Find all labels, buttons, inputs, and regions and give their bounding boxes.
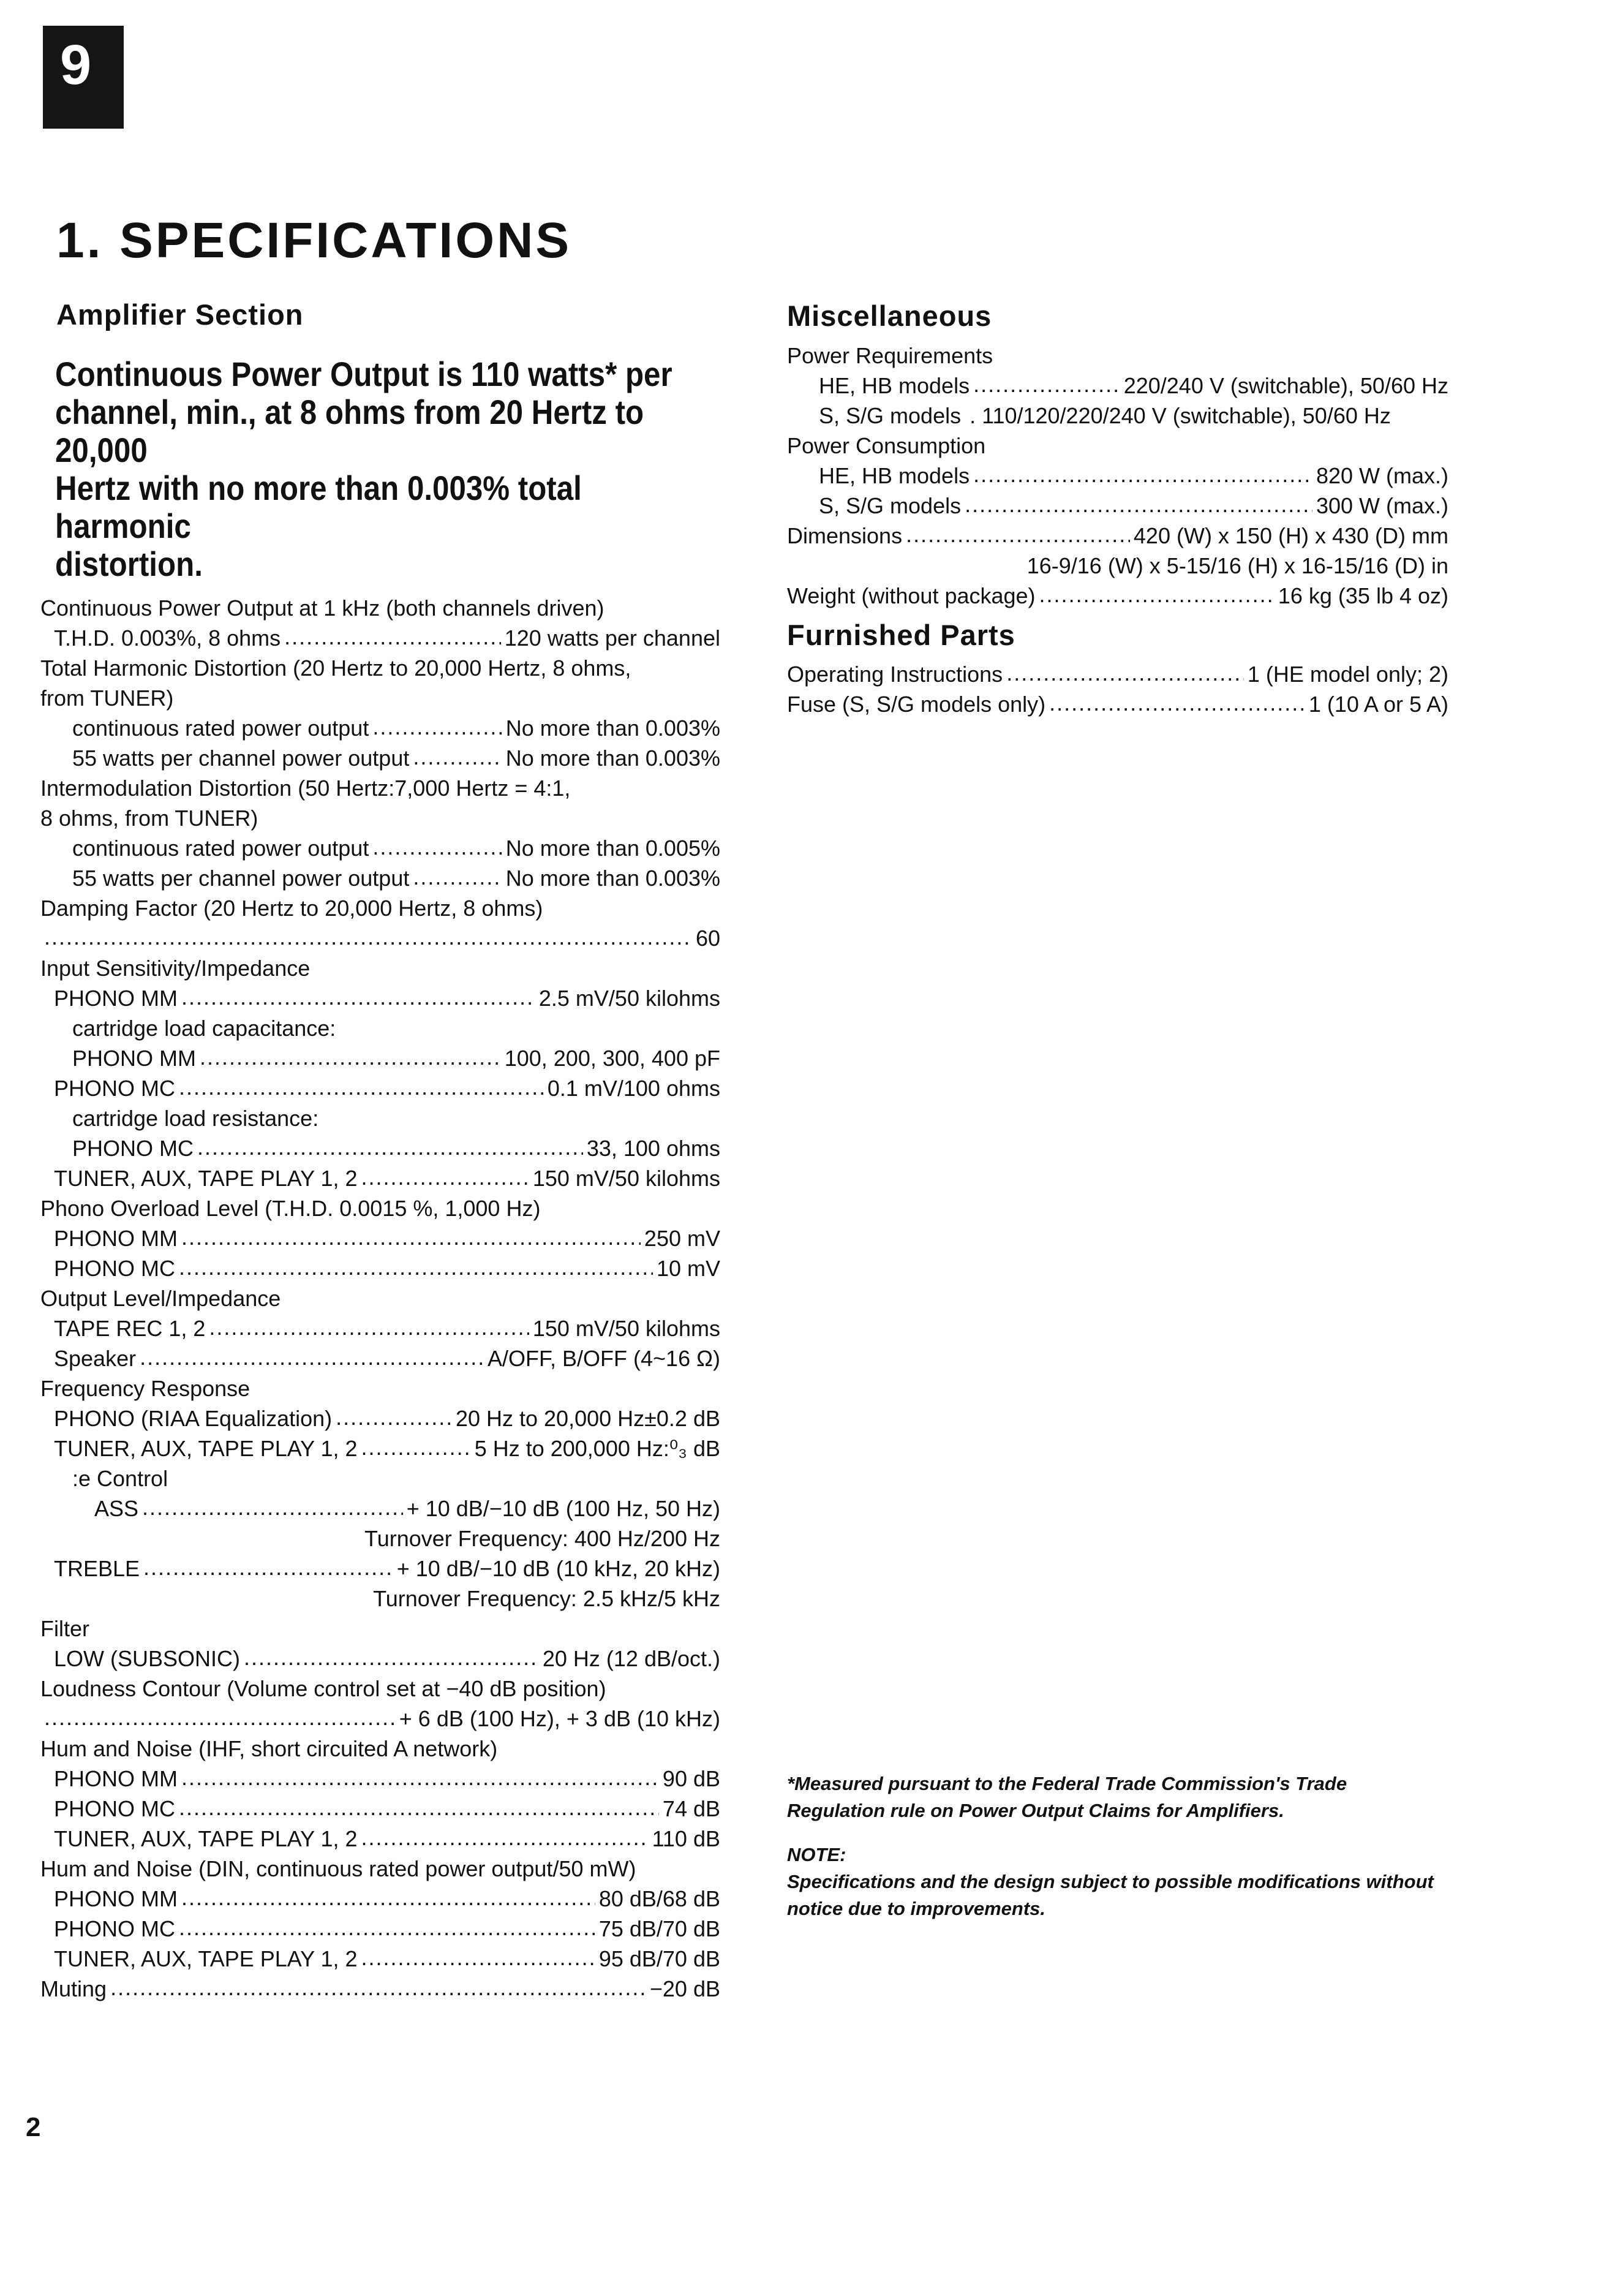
spec-label: TUNER, AUX, TAPE PLAY 1, 2	[54, 1435, 358, 1461]
spec-label: PHONO MC	[54, 1796, 175, 1821]
spec-row	[40, 1043, 720, 1073]
spec-label: TREBLE	[54, 1555, 140, 1581]
spec-heading: Hum and Noise (DIN, continuous rated power output/50 mW)	[40, 1856, 636, 1881]
headline-line: Continuous Power Output is 110 watts* per	[55, 354, 672, 393]
spec-label: T.H.D. 0.003%, 8 ohms	[54, 625, 281, 651]
leader-dots	[143, 1552, 393, 1582]
leader-dots	[179, 1913, 595, 1943]
spec-value: No more than 0.003%	[505, 865, 720, 891]
spec-label: PHONO MM	[54, 1225, 178, 1251]
spec-label: PHONO MM	[54, 985, 178, 1011]
spec-value: 150 mV/50 kilohms	[532, 1165, 720, 1191]
spec-row	[40, 1704, 720, 1734]
leader-dots	[140, 1342, 484, 1372]
spec-label: Weight (without package)	[787, 583, 1036, 608]
leader-dots	[413, 742, 502, 772]
spec-value: . 110/120/220/240 V (switchable), 50/60 Hz	[970, 402, 1391, 428]
spec-value: 75 dB/70 dB	[598, 1916, 720, 1941]
miscellaneous-section	[787, 300, 1448, 719]
leader-dots	[244, 1642, 539, 1672]
spec-heading: Continuous Power Output at 1 kHz (both channels driven)	[40, 595, 604, 621]
leader-dots	[1006, 658, 1244, 688]
leader-dots	[361, 1943, 595, 1973]
spec-label: S, S/G models	[819, 402, 962, 428]
spec-row	[787, 659, 1448, 689]
miscellaneous-heading: Miscellaneous	[787, 300, 992, 332]
asterisk-footnote: *Measured pursuant to the Federal Trade Commission's Trade Regulation rule on Power Output Claims for Amplifiers.	[787, 1773, 1347, 1821]
spec-label: PHONO MC	[72, 1135, 194, 1161]
spec-row	[40, 1764, 720, 1794]
page-number: 2	[26, 2112, 41, 2142]
spec-value: A/OFF, B/OFF (4~16 Ω)	[488, 1345, 720, 1371]
spec-label: HE, HB models	[819, 372, 970, 398]
leader-dots	[142, 1492, 403, 1522]
leader-dots	[200, 1042, 501, 1072]
spec-row	[40, 1133, 720, 1163]
leader-dots	[44, 922, 692, 952]
leader-dots	[1039, 580, 1275, 610]
spec-subheading: cartridge load resistance:	[72, 1105, 319, 1131]
spec-value: 1 (HE model only; 2)	[1247, 662, 1448, 687]
leader-dots	[372, 832, 502, 862]
spec-value: 220/240 V (switchable), 50/60 Hz	[1123, 372, 1448, 398]
spec-value: 100, 200, 300, 400 pF	[504, 1045, 720, 1071]
leader-dots	[973, 369, 1120, 399]
spec-row	[40, 863, 720, 893]
spec-row	[40, 983, 720, 1013]
spec-note: 16-9/16 (W) x 5-15/16 (H) x 16-15/16 (D) in	[1026, 553, 1448, 578]
spec-heading: Intermodulation Distortion (50 Hertz:7,000 Hertz = 4:1,	[40, 775, 571, 801]
amplifier-section	[40, 299, 720, 2004]
leader-dots	[372, 712, 502, 742]
spec-row	[40, 923, 720, 953]
spec-heading: Power Consumption	[787, 432, 986, 458]
headline-line: distortion.	[55, 544, 203, 583]
spec-value: 0.1 mV/100 ohms	[547, 1075, 720, 1101]
spec-label: TAPE REC 1, 2	[54, 1315, 206, 1341]
spec-row	[40, 1163, 720, 1193]
spec-heading: from TUNER)	[40, 685, 174, 711]
spec-value: + 6 dB (100 Hz), + 3 dB (10 kHz)	[399, 1705, 720, 1731]
spec-value: 20 Hz (12 dB/oct.)	[542, 1645, 720, 1671]
leader-dots	[1049, 688, 1305, 718]
spec-subheading: cartridge load capacitance:	[72, 1015, 336, 1041]
spec-heading: :e Control	[72, 1465, 168, 1491]
spec-row	[40, 1884, 720, 1914]
spec-value: 2.5 mV/50 kilohms	[538, 985, 720, 1011]
spec-row	[40, 1554, 720, 1584]
spec-value: 33, 100 ohms	[586, 1135, 720, 1161]
headline-line: channel, min., at 8 ohms from 20 Hertz to 20,000	[55, 392, 644, 469]
spec-label: PHONO MM	[72, 1045, 196, 1071]
spec-label: ASS	[94, 1495, 139, 1521]
furnished-parts-heading: Furnished Parts	[787, 618, 1015, 651]
spec-value: 120 watts per channel	[504, 625, 720, 651]
spec-row	[787, 521, 1448, 551]
spec-label: S, S/G models	[819, 493, 962, 518]
power-output-headline	[55, 355, 707, 583]
leader-dots	[209, 1312, 529, 1342]
spec-note: Turnover Frequency: 400 Hz/200 Hz	[364, 1525, 720, 1551]
spec-value: 110 dB	[652, 1826, 720, 1851]
spec-value: 150 mV/50 kilohms	[532, 1315, 720, 1341]
spec-heading: Output Level/Impedance	[40, 1285, 281, 1311]
spec-row	[40, 713, 720, 743]
spec-value: 1 (10 A or 5 A)	[1308, 692, 1448, 717]
leader-dots	[179, 1792, 659, 1822]
spec-heading: Frequency Response	[40, 1375, 250, 1401]
spec-value: 20 Hz to 20,000 Hz±0.2 dB	[455, 1405, 720, 1431]
spec-heading: Input Sensitivity/Impedance	[40, 955, 311, 981]
spec-value: 5 Hz to 200,000 Hz:⁰₃ dB	[474, 1435, 720, 1461]
leader-dots	[361, 1822, 649, 1852]
leader-dots	[179, 1252, 653, 1282]
spec-value: 300 W (max.)	[1316, 493, 1448, 518]
spec-label: Muting	[40, 1976, 107, 2001]
leader-dots	[361, 1432, 471, 1462]
spec-value: 95 dB/70 dB	[598, 1946, 720, 1971]
spec-row	[787, 689, 1448, 719]
spec-row	[40, 1433, 720, 1463]
spec-value: + 10 dB/−10 dB (10 kHz, 20 kHz)	[396, 1555, 720, 1581]
spec-row	[40, 1253, 720, 1283]
page-title: 1. SPECIFICATIONS	[56, 213, 572, 268]
leader-dots	[44, 1702, 396, 1732]
footnote-block	[787, 1770, 1436, 1939]
spec-row	[40, 1223, 720, 1253]
leader-dots	[181, 1222, 641, 1252]
spec-value: 74 dB	[662, 1796, 720, 1821]
spec-value: + 10 dB/−10 dB (100 Hz, 50 Hz)	[406, 1495, 720, 1521]
spec-label: TUNER, AUX, TAPE PLAY 1, 2	[54, 1946, 358, 1971]
spec-row	[40, 1073, 720, 1103]
spec-value: 80 dB/68 dB	[598, 1886, 720, 1911]
spec-row	[40, 1914, 720, 1944]
leader-dots	[973, 459, 1312, 489]
spec-value: No more than 0.005%	[505, 835, 720, 861]
spec-heading: Filter	[40, 1615, 89, 1641]
page-tab-number: 9	[60, 34, 92, 96]
spec-label: PHONO (RIAA Equalization)	[54, 1405, 333, 1431]
spec-label: PHONO MC	[54, 1916, 175, 1941]
headline-line: Hertz with no more than 0.003% total harmonic	[55, 468, 582, 545]
spec-heading: Hum and Noise (IHF, short circuited A network)	[40, 1735, 498, 1761]
spec-value: 250 mV	[644, 1225, 720, 1251]
spec-label: TUNER, AUX, TAPE PLAY 1, 2	[54, 1826, 358, 1851]
spec-row	[40, 1824, 720, 1854]
leader-dots	[181, 1762, 659, 1792]
leader-dots	[336, 1402, 452, 1432]
spec-value: No more than 0.003%	[505, 745, 720, 771]
leader-dots	[906, 519, 1130, 549]
spec-value: 420 (W) x 150 (H) x 430 (D) mm	[1133, 523, 1448, 548]
spec-row	[40, 1794, 720, 1824]
spec-row	[787, 401, 1448, 431]
spec-row	[40, 1644, 720, 1674]
leader-dots	[181, 1882, 595, 1913]
spec-label: continuous rated power output	[72, 715, 369, 741]
spec-label: continuous rated power output	[72, 835, 369, 861]
spec-value: 820 W (max.)	[1316, 463, 1448, 488]
spec-row	[787, 371, 1448, 401]
spec-row	[787, 461, 1448, 491]
leader-dots	[179, 1072, 544, 1102]
spec-label: PHONO MC	[54, 1075, 175, 1101]
spec-row	[787, 491, 1448, 521]
spec-label: HE, HB models	[819, 463, 970, 488]
spec-label: Dimensions	[787, 523, 903, 548]
spec-label: 55 watts per channel power output	[72, 745, 410, 771]
spec-row	[40, 1313, 720, 1343]
spec-value: 10 mV	[656, 1255, 720, 1281]
spec-value: 60	[695, 925, 720, 951]
spec-value: 90 dB	[662, 1765, 720, 1791]
spec-row	[40, 1944, 720, 1974]
spec-note: Turnover Frequency: 2.5 kHz/5 kHz	[373, 1585, 720, 1611]
leader-dots	[197, 1132, 583, 1162]
spec-label: PHONO MM	[54, 1886, 178, 1911]
spec-heading: Total Harmonic Distortion (20 Hertz to 20,000 Hertz, 8 ohms,	[40, 655, 631, 681]
spec-heading: Loudness Contour (Volume control set at −40 dB position)	[40, 1675, 606, 1701]
note-label: NOTE:	[787, 1844, 846, 1865]
spec-heading: Power Requirements	[787, 342, 993, 368]
note-text: Specifications and the design subject to possible modifications without notice due to improvements.	[787, 1871, 1434, 1919]
spec-row	[40, 1494, 720, 1524]
leader-dots	[110, 1973, 646, 2003]
spec-label: LOW (SUBSONIC)	[54, 1645, 241, 1671]
spec-row	[40, 1403, 720, 1433]
leader-dots	[284, 622, 501, 652]
spec-label: PHONO MM	[54, 1765, 178, 1791]
spec-row	[787, 581, 1448, 611]
spec-label: Fuse (S, S/G models only)	[787, 692, 1046, 717]
spec-row	[40, 833, 720, 863]
spec-row	[40, 1974, 720, 2004]
leader-dots	[965, 489, 1312, 519]
spec-row	[40, 1343, 720, 1373]
spec-label: TUNER, AUX, TAPE PLAY 1, 2	[54, 1165, 358, 1191]
amplifier-section-heading: Amplifier Section	[56, 298, 304, 331]
spec-heading: Damping Factor (20 Hertz to 20,000 Hertz, 8 ohms)	[40, 895, 543, 921]
spec-heading: Phono Overload Level (T.H.D. 0.0015 %, 1,000 Hz)	[40, 1195, 541, 1221]
spec-row	[40, 743, 720, 773]
spec-label: PHONO MC	[54, 1255, 175, 1281]
spec-value: −20 dB	[649, 1976, 720, 2001]
spec-label: Speaker	[54, 1345, 137, 1371]
page-tab-marker	[43, 26, 124, 129]
spec-value: No more than 0.003%	[505, 715, 720, 741]
spec-value: 16 kg (35 lb 4 oz)	[1278, 583, 1448, 608]
leader-dots	[413, 862, 502, 892]
spec-row	[40, 623, 720, 653]
spec-label: 55 watts per channel power output	[72, 865, 410, 891]
leader-dots	[361, 1162, 529, 1192]
spec-heading: 8 ohms, from TUNER)	[40, 805, 258, 831]
leader-dots	[181, 982, 535, 1012]
spec-label: Operating Instructions	[787, 662, 1003, 687]
